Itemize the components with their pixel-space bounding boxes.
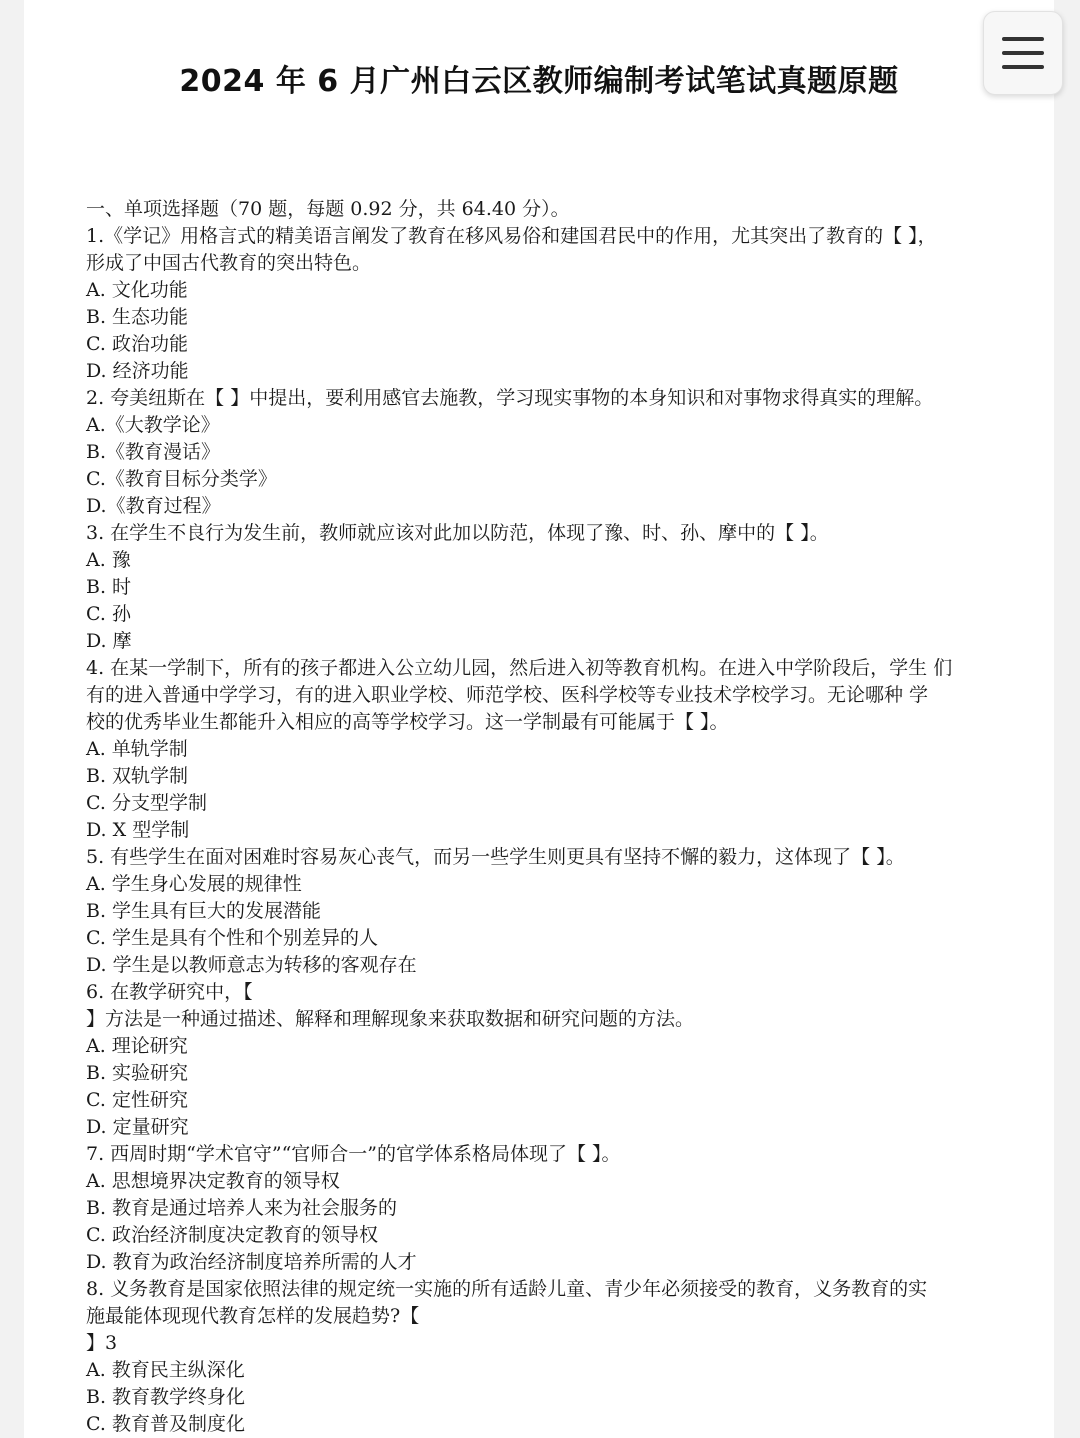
question-2-option-b: B.《教育漫话》 xyxy=(86,441,221,463)
question-4-option-a: A. 单轨学制 xyxy=(86,738,188,760)
question-2-option-c: C.《教育目标分类学》 xyxy=(86,468,277,490)
question-2-option-a: A.《大教学论》 xyxy=(86,414,220,436)
document-page xyxy=(24,0,1054,1438)
question-6-text: 】方法是一种通过描述、解释和理解现象来获取数据和研究问题的方法。 xyxy=(86,1008,695,1030)
question-5-option-c: C. 学生是具有个性和个别差异的人 xyxy=(86,927,378,949)
question-6-option-d: D. 定量研究 xyxy=(86,1116,189,1138)
document-body xyxy=(86,196,1026,1438)
question-3-option-c: C. 孙 xyxy=(86,603,131,625)
question-4-option-c: C. 分支型学制 xyxy=(86,792,207,814)
question-4-text: 有的进入普通中学学习，有的进入职业学校、师范学校、医科学校等专业技术学校学习。无论哪种 学 xyxy=(86,684,929,706)
question-8-text: 8. 义务教育是国家依照法律的规定统一实施的所有适龄儿童、青少年必须接受的教育，义务教育的实 xyxy=(86,1278,928,1300)
document-title: 2024 年 6 月广州白云区教师编制考试笔试真题原题 xyxy=(179,64,899,99)
question-8-option-c: C. 教育普及制度化 xyxy=(86,1413,245,1435)
question-7-option-d: D. 教育为政治经济制度培养所需的人才 xyxy=(86,1251,417,1273)
question-3-option-b: B. 时 xyxy=(86,576,132,598)
section-header: 一、单项选择题（70 题，每题 0.92 分，共 64.40 分）。 xyxy=(86,198,570,220)
question-5-option-b: B. 学生具有巨大的发展潜能 xyxy=(86,900,322,922)
question-3-text: 3. 在学生不良行为发生前，教师就应该对此加以防范，体现了豫、时、孙、摩中的【 】。 xyxy=(86,522,829,544)
question-2-text: 2. 夸美纽斯在【 】中提出，要利用感官去施教，学习现实事物的本身知识和对事物求得真实的理解。 xyxy=(86,387,934,409)
question-8-text: 】3 xyxy=(86,1332,118,1354)
question-1-text: 形成了中国古代教育的突出特色。 xyxy=(86,252,372,274)
menu-button[interactable] xyxy=(983,11,1063,95)
question-6-option-a: A. 理论研究 xyxy=(86,1035,188,1057)
question-5-option-a: A. 学生身心发展的规律性 xyxy=(86,873,302,895)
question-6-text: 6. 在教学研究中，【 xyxy=(86,981,253,1003)
question-4-text: 4. 在某一学制下，所有的孩子都进入公立幼儿园，然后进入初等教育机构。在进入中学阶段后，学生 们 xyxy=(86,657,953,679)
question-6-option-c: C. 定性研究 xyxy=(86,1089,188,1111)
question-1-option-a: A. 文化功能 xyxy=(86,279,188,301)
question-8-option-b: B. 教育教学终身化 xyxy=(86,1386,246,1408)
hamburger-menu-icon xyxy=(1002,37,1044,41)
question-4-option-d: D. X 型学制 xyxy=(86,819,190,841)
question-7-option-b: B. 教育是通过培养人来为社会服务的 xyxy=(86,1197,398,1219)
question-1-text: 1.《学记》用格言式的精美语言阐发了教育在移风易俗和建国君民中的作用，尤其突出了教育的【 】， xyxy=(86,225,937,247)
question-7-text: 7. 西周时期“学术官守”“官师合一”的官学体系格局体现了【 】。 xyxy=(86,1143,621,1165)
question-7-option-c: C. 政治经济制度决定教育的领导权 xyxy=(86,1224,378,1246)
question-1-option-b: B. 生态功能 xyxy=(86,306,189,328)
question-7-option-a: A. 思想境界决定教育的领导权 xyxy=(86,1170,340,1192)
question-2-option-d: D.《教育过程》 xyxy=(86,495,221,517)
question-8-option-a: A. 教育民主纵深化 xyxy=(86,1359,245,1381)
question-8-text: 施最能体现现代教育怎样的发展趋势?【 xyxy=(86,1305,420,1327)
question-1-option-d: D. 经济功能 xyxy=(86,360,189,382)
question-3-option-a: A. 豫 xyxy=(86,549,131,571)
question-4-text: 校的优秀毕业生都能升入相应的高等学校学习。这一学制最有可能属于【 】。 xyxy=(86,711,729,733)
question-1-option-c: C. 政治功能 xyxy=(86,333,188,355)
question-4-option-b: B. 双轨学制 xyxy=(86,765,189,787)
question-5-text: 5. 有些学生在面对困难时容易灰心丧气，而另一些学生则更具有坚持不懈的毅力，这体现了【 】。 xyxy=(86,846,905,868)
question-3-option-d: D. 摩 xyxy=(86,630,132,652)
question-6-option-b: B. 实验研究 xyxy=(86,1062,189,1084)
hamburger-menu-icon xyxy=(1002,51,1044,55)
hamburger-menu-icon xyxy=(1002,65,1044,69)
question-5-option-d: D. 学生是以教师意志为转移的客观存在 xyxy=(86,954,417,976)
